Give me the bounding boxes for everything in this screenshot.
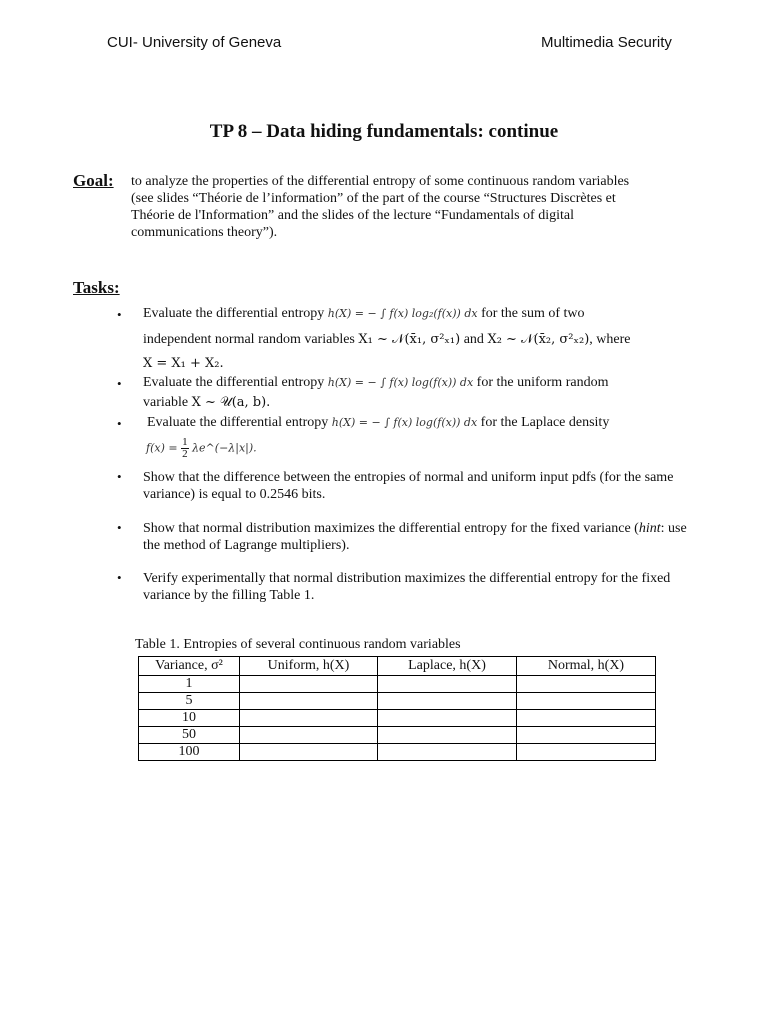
- task-3-line-1: [147, 415, 609, 431]
- laplace-density-lhs: f(x) =: [146, 441, 178, 455]
- task-text: for the sum of two: [481, 306, 585, 321]
- task-text: : use the method of Lagrange multipliers).: [143, 521, 687, 553]
- bullet-icon: •: [117, 376, 122, 391]
- header-laplace: Laplace, h(X): [378, 657, 517, 676]
- normal-cell[interactable]: [517, 727, 656, 744]
- x2-distribution: X₂ ~ 𝒩(x̄₂, σ²ₓ₂): [487, 332, 590, 347]
- bullet-icon: •: [117, 520, 122, 535]
- header-right: Multimedia Security: [541, 34, 672, 51]
- normal-cell[interactable]: [517, 693, 656, 710]
- normal-cell[interactable]: [517, 676, 656, 693]
- task-text: independent normal random variables: [143, 332, 355, 347]
- task-text: Evaluate the differential entropy: [143, 375, 325, 390]
- page-title: TP 8 – Data hiding fundamentals: continue: [209, 121, 559, 142]
- goal-line: communications theory”).: [131, 225, 278, 240]
- bullet-icon: •: [117, 570, 122, 585]
- laplace-cell[interactable]: [378, 693, 517, 710]
- laplace-cell[interactable]: [378, 676, 517, 693]
- uniform-variable: X ~ 𝒰(a, b).: [191, 395, 271, 410]
- task-2-line-1: [143, 375, 608, 391]
- laplace-density-rhs: λe^(−λ|x|).: [192, 441, 257, 455]
- entropy-table: [138, 656, 656, 761]
- task-text: Evaluate the differential entropy: [143, 306, 325, 321]
- table-row: [139, 744, 656, 761]
- uniform-cell[interactable]: [240, 710, 378, 727]
- normal-cell[interactable]: [517, 710, 656, 727]
- bullet-icon: •: [117, 469, 122, 484]
- fraction-numerator: 1: [182, 436, 188, 448]
- table-row: [139, 710, 656, 727]
- task-6-text: Verify experimentally that normal distribution maximizes the differential entropy for the fixed variance by the filling Table 1.: [143, 571, 671, 603]
- task-text: Evaluate the differential entropy: [147, 415, 329, 430]
- sum-formula: X = X₁ + X₂.: [143, 356, 224, 371]
- variance-cell: 50: [139, 727, 240, 744]
- table-row: [139, 693, 656, 710]
- normal-cell[interactable]: [517, 744, 656, 761]
- task-text: for the uniform random: [476, 375, 609, 390]
- table-row: [139, 676, 656, 693]
- task-1-line-3: [143, 356, 224, 372]
- table-header-row: [139, 657, 656, 676]
- laplace-cell[interactable]: [378, 744, 517, 761]
- task-text: Show that normal distribution maximizes the differential entropy for the fixed variance (: [143, 521, 639, 536]
- variance-cell: 5: [139, 693, 240, 710]
- task-text: and: [463, 332, 484, 347]
- variance-cell: 10: [139, 710, 240, 727]
- header-uniform: Uniform, h(X): [240, 657, 378, 676]
- entropy-formula: h(X) = − ∫ f(x) log₂(f(x)) dx: [327, 307, 478, 320]
- task-3-line-2: [146, 437, 257, 460]
- variance-cell: 1: [139, 676, 240, 693]
- task-text: , where: [589, 332, 631, 347]
- uniform-cell[interactable]: [240, 693, 378, 710]
- task-4-text: Show that the difference between the entropies of normal and uniform input pdfs (for the same variance) is equal to 0.2546 bits.: [143, 470, 674, 502]
- entropy-formula: h(X) = − ∫ f(x) log(f(x)) dx: [331, 416, 478, 429]
- goal-line: Théorie de l'Information” and the slides of the lecture “Fundamentals of digital: [131, 208, 574, 223]
- goal-text: [131, 173, 691, 241]
- header-normal: Normal, h(X): [517, 657, 656, 676]
- goal-line: (see slides “Théorie de l’information” of the part of the course “Structures Discrètes et: [131, 191, 616, 206]
- laplace-cell[interactable]: [378, 727, 517, 744]
- uniform-cell[interactable]: [240, 744, 378, 761]
- fraction-denominator: 2: [182, 448, 188, 460]
- table-row: [139, 727, 656, 744]
- header-variance: Variance, σ²: [139, 657, 240, 676]
- task-1-line-1: [143, 306, 585, 322]
- task-2-line-2: [143, 395, 270, 411]
- header-left: CUI- University of Geneva: [107, 34, 282, 51]
- hint-word: hint: [638, 521, 661, 536]
- goal-line: to analyze the properties of the differential entropy of some continuous random variables: [131, 174, 630, 189]
- table-caption: Table 1. Entropies of several continuous random variables: [135, 637, 461, 652]
- bullet-icon: •: [117, 307, 122, 322]
- laplace-fraction: [181, 437, 189, 460]
- task-1-line-2: [143, 332, 630, 348]
- task-text: variable: [143, 395, 189, 410]
- entropy-formula: h(X) = − ∫ f(x) log(f(x)) dx: [327, 376, 474, 389]
- laplace-cell[interactable]: [378, 710, 517, 727]
- uniform-cell[interactable]: [240, 727, 378, 744]
- variance-cell: 100: [139, 744, 240, 761]
- tasks-label: Tasks:: [73, 278, 120, 297]
- uniform-cell[interactable]: [240, 676, 378, 693]
- task-5-text: [143, 520, 703, 554]
- task-text: for the Laplace density: [480, 415, 610, 430]
- bullet-icon: •: [117, 416, 122, 431]
- x1-distribution: X₁ ~ 𝒩(x̄₁, σ²ₓ₁): [358, 332, 461, 347]
- goal-label: Goal:: [73, 171, 114, 190]
